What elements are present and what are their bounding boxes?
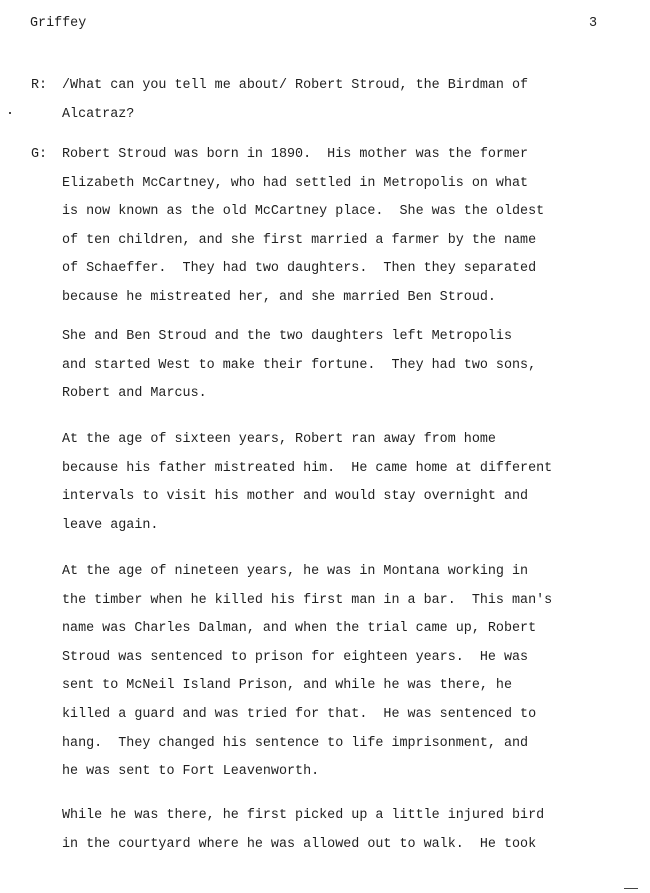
interviewee-name: Griffey	[30, 16, 87, 31]
text-line: leave again.	[62, 517, 159, 533]
paragraph	[62, 802, 642, 859]
paragraph	[62, 72, 642, 129]
scan-mark	[624, 888, 638, 889]
text-line: name was Charles Dalman, and when the trial came up, Robert	[62, 621, 537, 637]
text-line: At the age of nineteen years, he was in Montana working in	[62, 564, 529, 579]
paragraph	[62, 558, 642, 787]
text-line: While he was there, he first picked up a little injured bird	[62, 808, 545, 823]
speaker-label: R:	[31, 78, 48, 93]
text-line: Alcatraz?	[62, 106, 135, 122]
text-line: of ten children, and she first married a farmer by the name	[62, 232, 537, 248]
text-line: because he mistreated her, and she married Ben Stroud.	[62, 289, 496, 305]
text-line: She and Ben Stroud and the two daughters left Metropolis	[62, 329, 512, 344]
text-line: /What can you tell me about/ Robert Stroud, the Birdman of	[62, 78, 529, 93]
text-line: At the age of sixteen years, Robert ran away from home	[62, 432, 496, 447]
text-line: because his father mistreated him. He came home at different	[62, 460, 553, 476]
text-line: is now known as the old McCartney place. She was the oldest	[62, 204, 545, 220]
text-line: hang. They changed his sentence to life imprisonment, and	[62, 735, 529, 751]
text-line: intervals to visit his mother and would stay overnight and	[62, 489, 529, 505]
paragraph	[62, 426, 642, 540]
text-line: the timber when he killed his first man in a bar. This man's	[62, 592, 553, 608]
speaker-label: G:	[31, 147, 48, 162]
paragraph	[62, 141, 642, 313]
text-line: of Schaeffer. They had two daughters. Then they separated	[62, 261, 537, 277]
text-line: he was sent to Fort Leavenworth.	[62, 764, 320, 780]
margin-mark	[9, 112, 11, 114]
page-number: 3	[589, 16, 598, 31]
text-line: Elizabeth McCartney, who had settled in Metropolis on what	[62, 175, 529, 191]
text-line: sent to McNeil Island Prison, and while he was there, he	[62, 678, 512, 694]
text-line: Robert Stroud was born in 1890. His mother was the former	[62, 147, 529, 162]
text-line: killed a guard and was tried for that. He was sentenced to	[62, 706, 537, 722]
text-line: Robert and Marcus.	[62, 386, 207, 402]
text-line: in the courtyard where he was allowed out to walk. He took	[62, 836, 537, 852]
paragraph	[62, 323, 642, 409]
text-line: Stroud was sentenced to prison for eighteen years. He was	[62, 649, 529, 665]
text-line: and started West to make their fortune. They had two sons,	[62, 357, 537, 373]
